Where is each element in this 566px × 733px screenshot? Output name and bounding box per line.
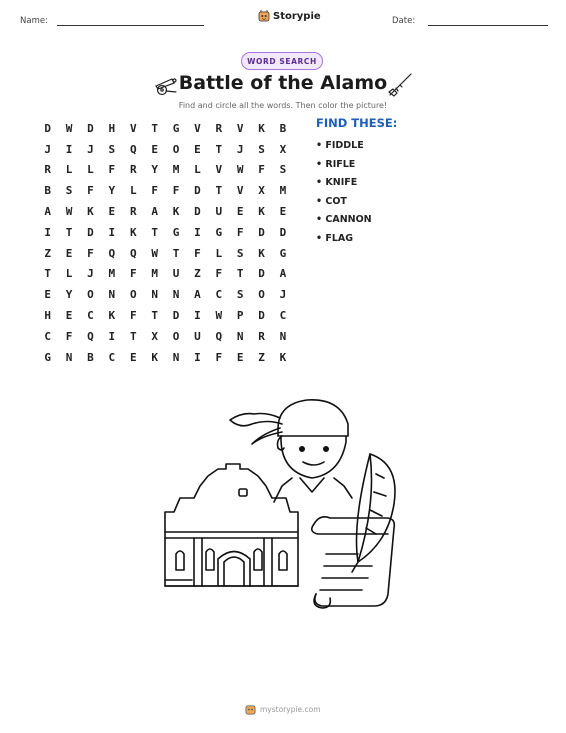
grid-letter[interactable]: A	[151, 205, 158, 219]
grid-letter[interactable]: R	[215, 121, 223, 135]
grid-letter[interactable]: X	[258, 184, 265, 198]
grid-letter[interactable]: V	[236, 121, 244, 135]
grid-letter[interactable]: F	[87, 184, 94, 198]
word-item: • KNIFE	[316, 177, 358, 189]
brand-name: Storypie	[273, 10, 321, 22]
grid-letter[interactable]: T	[215, 142, 223, 156]
grid-letter[interactable]: K	[258, 246, 265, 260]
grid-letter[interactable]: C	[87, 309, 94, 323]
grid-letter[interactable]: T	[65, 225, 73, 239]
grid-letter[interactable]: J	[44, 142, 51, 156]
grid-letter[interactable]: O	[172, 329, 180, 343]
grid-letter[interactable]: Q	[129, 246, 137, 260]
footer-url[interactable]: mystorypie.com	[260, 705, 321, 714]
word-search-badge: WORD SEARCH	[241, 52, 323, 70]
grid-letter[interactable]: S	[65, 184, 73, 198]
grid-letter[interactable]: J	[87, 267, 94, 281]
grid-letter[interactable]: D	[258, 225, 265, 239]
grid-letter[interactable]: Q	[215, 329, 223, 343]
name-label: Name:	[20, 16, 48, 26]
name-line[interactable]	[57, 25, 204, 26]
grid-letter[interactable]: N	[279, 329, 287, 343]
grid-letter[interactable]: E	[236, 205, 244, 219]
grid-letter[interactable]: J	[87, 142, 94, 156]
grid-letter[interactable]: F	[236, 225, 244, 239]
grid-letter[interactable]: U	[194, 329, 201, 343]
grid-letter[interactable]: A	[194, 288, 201, 302]
grid-letter[interactable]: F	[215, 267, 223, 281]
grid-row	[37, 180, 294, 201]
grid-letter[interactable]: I	[108, 225, 116, 239]
grid-row	[37, 222, 294, 243]
grid-letter[interactable]: B	[44, 184, 51, 198]
grid-letter[interactable]: K	[87, 205, 94, 219]
grid-letter[interactable]: O	[258, 288, 265, 302]
grid-letter[interactable]: F	[194, 246, 201, 260]
grid-letter[interactable]: C	[44, 329, 51, 343]
grid-letter[interactable]: D	[194, 205, 201, 219]
grid-row	[37, 305, 294, 326]
grid-letter[interactable]: D	[87, 225, 94, 239]
grid-letter[interactable]: W	[215, 309, 223, 323]
grid-letter[interactable]: E	[129, 350, 137, 364]
grid-letter[interactable]: N	[172, 350, 180, 364]
date-label: Date:	[392, 16, 416, 26]
grid-letter[interactable]: X	[279, 142, 287, 156]
grid-letter[interactable]: N	[172, 288, 180, 302]
grid-letter[interactable]: B	[87, 350, 94, 364]
grid-letter[interactable]: S	[236, 246, 244, 260]
grid-row	[37, 139, 294, 160]
grid-letter[interactable]: E	[108, 205, 116, 219]
grid-letter[interactable]: C	[279, 309, 287, 323]
grid-letter[interactable]: V	[215, 163, 223, 177]
grid-letter[interactable]: U	[215, 205, 223, 219]
grid-letter[interactable]: T	[151, 225, 158, 239]
grid-letter[interactable]: Q	[108, 246, 116, 260]
grid-letter[interactable]: M	[108, 267, 116, 281]
grid-letter[interactable]: I	[194, 225, 201, 239]
grid-letter[interactable]: F	[215, 350, 223, 364]
grid-letter[interactable]: N	[151, 288, 158, 302]
grid-letter[interactable]: T	[151, 309, 158, 323]
storypie-logo-icon	[245, 704, 256, 715]
grid-letter[interactable]: U	[172, 267, 180, 281]
grid-letter[interactable]: X	[151, 329, 158, 343]
grid-letter[interactable]: G	[172, 225, 180, 239]
grid-letter[interactable]: R	[129, 205, 137, 219]
grid-letter[interactable]: C	[215, 288, 223, 302]
grid-letter[interactable]: L	[65, 267, 73, 281]
grid-letter[interactable]: W	[236, 163, 244, 177]
grid-letter[interactable]: L	[194, 163, 201, 177]
word-search-grid[interactable]	[37, 118, 294, 368]
grid-letter[interactable]: I	[44, 225, 51, 239]
grid-letter[interactable]: E	[236, 350, 244, 364]
grid-letter[interactable]: Z	[258, 350, 265, 364]
grid-letter[interactable]: P	[236, 309, 244, 323]
grid-letter[interactable]: F	[151, 184, 158, 198]
brand	[258, 10, 321, 22]
grid-letter[interactable]: S	[236, 288, 244, 302]
grid-letter[interactable]: N	[65, 350, 73, 364]
grid-row	[37, 347, 294, 368]
grid-letter[interactable]: G	[172, 121, 180, 135]
grid-letter[interactable]: D	[87, 121, 94, 135]
grid-letter[interactable]: K	[172, 205, 180, 219]
grid-letter[interactable]: M	[151, 267, 158, 281]
grid-letter[interactable]: R	[258, 329, 265, 343]
coloring-illustration[interactable]	[162, 394, 407, 619]
word-item: • FLAG	[316, 232, 354, 244]
grid-letter[interactable]: E	[65, 309, 73, 323]
word-item: • RIFLE	[316, 158, 356, 170]
grid-letter[interactable]: E	[279, 205, 287, 219]
grid-letter[interactable]: D	[279, 225, 287, 239]
grid-letter[interactable]: Y	[151, 163, 158, 177]
grid-letter[interactable]: Z	[194, 267, 201, 281]
grid-letter[interactable]: R	[129, 163, 137, 177]
grid-letter[interactable]: S	[258, 142, 265, 156]
rifle-icon	[387, 72, 413, 98]
grid-letter[interactable]: B	[279, 121, 287, 135]
grid-letter[interactable]: L	[87, 163, 94, 177]
grid-letter[interactable]: T	[44, 267, 51, 281]
storypie-logo-icon	[258, 10, 270, 22]
grid-letter[interactable]: V	[194, 121, 201, 135]
grid-letter[interactable]: N	[108, 288, 116, 302]
grid-letter[interactable]: K	[151, 350, 158, 364]
grid-letter[interactable]: I	[108, 329, 116, 343]
page-title: Battle of the Alamo	[178, 72, 388, 94]
grid-letter[interactable]: D	[172, 309, 180, 323]
grid-row	[37, 264, 294, 285]
grid-letter[interactable]: S	[279, 163, 287, 177]
grid-letter[interactable]: Q	[129, 142, 137, 156]
grid-letter[interactable]: W	[151, 246, 158, 260]
grid-letter[interactable]: W	[65, 121, 73, 135]
grid-letter[interactable]: L	[65, 163, 73, 177]
grid-letter[interactable]: Y	[65, 288, 73, 302]
grid-letter[interactable]: D	[258, 267, 265, 281]
grid-letter[interactable]: Y	[108, 184, 116, 198]
grid-letter[interactable]: W	[65, 205, 73, 219]
grid-letter[interactable]: T	[129, 329, 137, 343]
grid-letter[interactable]: E	[194, 142, 201, 156]
grid-letter[interactable]: F	[65, 329, 73, 343]
grid-letter[interactable]: O	[172, 142, 180, 156]
grid-letter[interactable]: J	[279, 288, 287, 302]
grid-row	[37, 243, 294, 264]
grid-letter[interactable]: I	[65, 142, 73, 156]
grid-letter[interactable]: G	[279, 246, 287, 260]
grid-letter[interactable]: E	[151, 142, 158, 156]
word-item: • FIDDLE	[316, 140, 364, 151]
grid-letter[interactable]: M	[279, 184, 287, 198]
grid-letter[interactable]: R	[44, 163, 51, 177]
grid-letter[interactable]: K	[258, 121, 265, 135]
grid-letter[interactable]: L	[129, 184, 137, 198]
word-list	[316, 137, 372, 249]
grid-letter[interactable]: V	[236, 184, 244, 198]
grid-letter[interactable]: E	[65, 246, 73, 260]
grid-letter[interactable]: A	[279, 267, 287, 281]
grid-row	[37, 284, 294, 305]
grid-letter[interactable]: Z	[44, 246, 51, 260]
grid-letter[interactable]: D	[44, 121, 51, 135]
grid-letter[interactable]: I	[194, 350, 201, 364]
grid-letter[interactable]: F	[172, 184, 180, 198]
grid-row	[37, 326, 294, 347]
grid-letter[interactable]: L	[215, 246, 223, 260]
instructions: Find and circle all the words. Then color the picture!	[178, 101, 388, 110]
grid-row	[37, 201, 294, 222]
grid-letter[interactable]: F	[108, 163, 116, 177]
grid-letter[interactable]: H	[44, 309, 51, 323]
footer	[245, 704, 321, 715]
date-line[interactable]	[428, 25, 548, 26]
grid-row	[37, 160, 294, 181]
grid-letter[interactable]: O	[129, 288, 137, 302]
grid-letter[interactable]: C	[108, 350, 116, 364]
grid-letter[interactable]: H	[108, 121, 116, 135]
grid-letter[interactable]: E	[44, 288, 51, 302]
grid-letter[interactable]: D	[194, 184, 201, 198]
grid-letter[interactable]: I	[194, 309, 201, 323]
grid-letter[interactable]: V	[129, 121, 137, 135]
grid-letter[interactable]: K	[258, 205, 265, 219]
grid-letter[interactable]: J	[236, 142, 244, 156]
grid-letter[interactable]: T	[215, 184, 223, 198]
word-item: • COT	[316, 195, 347, 207]
grid-letter[interactable]: F	[129, 267, 137, 281]
grid-letter[interactable]: T	[151, 121, 158, 135]
grid-letter[interactable]: K	[279, 350, 287, 364]
grid-letter[interactable]: G	[44, 350, 51, 364]
grid-letter[interactable]: A	[44, 205, 51, 219]
find-these-heading: FIND THESE:	[316, 116, 398, 130]
grid-letter[interactable]: K	[129, 225, 137, 239]
grid-letter[interactable]: K	[108, 309, 116, 323]
grid-row	[37, 118, 294, 139]
grid-letter[interactable]: T	[236, 267, 244, 281]
grid-letter[interactable]: N	[236, 329, 244, 343]
grid-letter[interactable]: F	[87, 246, 94, 260]
word-item: • CANNON	[316, 214, 372, 226]
grid-letter[interactable]: T	[172, 246, 180, 260]
grid-letter[interactable]: F	[129, 309, 137, 323]
grid-letter[interactable]: G	[215, 225, 223, 239]
grid-letter[interactable]: M	[172, 163, 180, 177]
grid-letter[interactable]: S	[108, 142, 116, 156]
grid-letter[interactable]: O	[87, 288, 94, 302]
grid-letter[interactable]: Q	[87, 329, 94, 343]
grid-letter[interactable]: D	[258, 309, 265, 323]
grid-letter[interactable]: F	[258, 163, 265, 177]
